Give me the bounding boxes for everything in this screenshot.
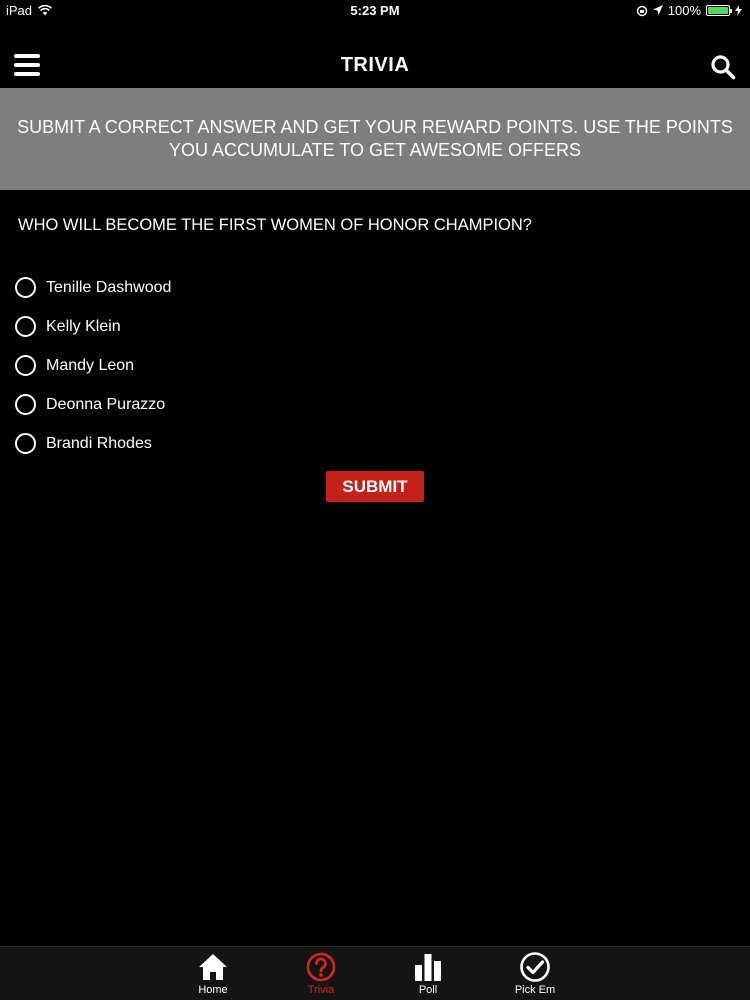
option-label: Brandi Rhodes: [46, 434, 152, 452]
bar-chart-icon: [412, 951, 444, 983]
tab-home[interactable]: [173, 951, 253, 996]
check-circle-icon: [519, 951, 551, 983]
tab-label: Pick Em: [514, 984, 556, 996]
charging-icon: [735, 5, 742, 16]
radio-button[interactable]: [15, 433, 36, 454]
status-bar: [0, 0, 750, 20]
radio-button[interactable]: [15, 277, 36, 298]
search-icon[interactable]: [710, 54, 736, 80]
battery-percent: 100%: [667, 3, 701, 18]
tab-label: Home: [198, 984, 228, 996]
answer-option[interactable]: [15, 268, 171, 307]
home-icon: [197, 951, 229, 983]
location-icon: [653, 5, 663, 16]
radio-button[interactable]: [15, 394, 36, 415]
banner-text: SUBMIT A CORRECT ANSWER AND GET YOUR REWARD POINTS. USE THE POINTS YOU ACCUMULATE TO GET AWESOME OFFERS: [17, 117, 733, 160]
submit-button[interactable]: SUBMIT: [326, 471, 424, 502]
answer-option[interactable]: [15, 424, 171, 463]
trivia-question: WHO WILL BECOME THE FIRST WOMEN OF HONOR CHAMPION?: [18, 216, 532, 234]
page-title: TRIVIA: [340, 54, 410, 76]
battery-fill: [708, 7, 728, 14]
nav-bar: [0, 44, 750, 88]
option-label: Deonna Purazzo: [46, 395, 166, 413]
answer-option[interactable]: [15, 385, 171, 424]
answer-option[interactable]: [15, 346, 171, 385]
radio-button[interactable]: [15, 355, 36, 376]
reward-banner: [0, 88, 750, 190]
lock-rotation-icon: [636, 5, 648, 17]
device-name: iPad: [6, 3, 33, 18]
option-label: Kelly Klein: [46, 317, 121, 335]
option-label: Tenille Dashwood: [46, 278, 172, 296]
answer-option[interactable]: [15, 307, 171, 346]
battery-icon: [706, 5, 730, 16]
question-circle-icon: [305, 951, 337, 983]
tab-label: Trivia: [307, 984, 335, 996]
answer-options: [15, 268, 171, 463]
option-label: Mandy Leon: [46, 356, 135, 374]
status-right: [636, 3, 742, 18]
tab-poll[interactable]: [388, 951, 468, 996]
tab-bar: [0, 946, 750, 1000]
tab-trivia[interactable]: [281, 951, 361, 996]
tab-label: Poll: [418, 984, 438, 996]
status-time: 5:23 PM: [350, 3, 400, 18]
tab-pick-em[interactable]: [495, 951, 575, 996]
radio-button[interactable]: [15, 316, 36, 337]
